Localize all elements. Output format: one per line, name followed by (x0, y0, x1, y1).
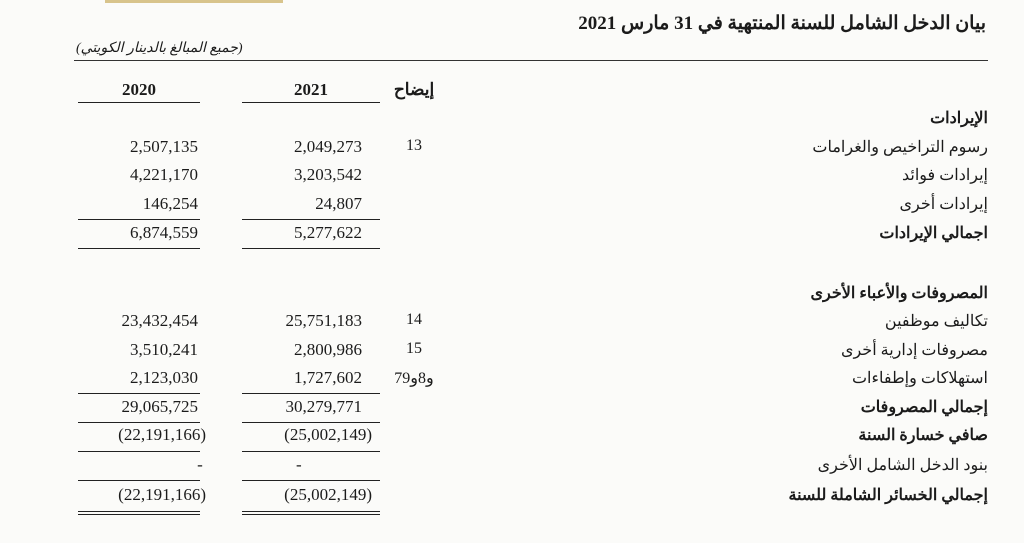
value-2021: 24,807 (315, 194, 362, 213)
row-note: 15 (406, 340, 422, 357)
currency-note: (جميع المبالغ بالدينار الكويتي) (76, 41, 243, 56)
subtotal-rule (242, 393, 380, 394)
value-2021: (25,002,149) (284, 425, 372, 444)
table-row (0, 340, 1024, 366)
value-2020: (22,191,166) (118, 425, 206, 444)
value-2020: - (197, 455, 203, 474)
double-rule-top (242, 511, 380, 512)
row-label: صافي خسارة السنة (858, 427, 988, 444)
value-2021: 2,800,986 (294, 340, 362, 359)
row-label: بنود الدخل الشامل الأخرى (817, 457, 988, 474)
statement-title: بيان الدخل الشامل للسنة المنتهية في 31 مارس 2021 (578, 13, 986, 34)
value-2021: (25,002,149) (284, 485, 372, 504)
value-2021: 5,277,622 (294, 223, 362, 242)
subtotal-rule (242, 451, 380, 452)
row-label: إجمالي المصروفات (860, 399, 988, 416)
table-row (0, 137, 1024, 163)
row-note: 14 (406, 311, 422, 328)
section-label: المصروفات والأعباء الأخرى (810, 285, 988, 302)
value-2021: 2,049,273 (294, 137, 362, 156)
value-2020: (22,191,166) (118, 485, 206, 504)
value-2020: 2,123,030 (130, 368, 198, 387)
subtotal-rule (78, 393, 200, 394)
subtotal-rule (242, 219, 380, 220)
value-2021: 3,203,542 (294, 165, 362, 184)
table-row (0, 368, 1024, 394)
total-rule (78, 248, 200, 249)
section-label: الإيرادات (930, 110, 988, 127)
row-label: إيرادات أخرى (899, 196, 988, 213)
column-header-note: إيضاح (393, 80, 435, 99)
double-rule-bottom (78, 514, 200, 515)
table-row (0, 165, 1024, 191)
table-row-grand-total (0, 485, 1024, 511)
section-expenses (0, 283, 1024, 309)
total-rule (78, 422, 200, 423)
total-rule (242, 248, 380, 249)
value-2020: 2,507,135 (130, 137, 198, 156)
table-row-net-loss (0, 425, 1024, 451)
header-rule (74, 60, 988, 61)
table-row (0, 455, 1024, 481)
value-2020: 146,254 (142, 194, 198, 213)
total-rule (242, 422, 380, 423)
subtotal-rule (242, 480, 380, 481)
value-2020: 23,432,454 (121, 311, 198, 330)
row-label: تكاليف موظفين (884, 313, 988, 330)
row-label: رسوم التراخيص والغرامات (812, 139, 988, 156)
double-rule-bottom (242, 514, 380, 515)
row-note: 7و8و9 (394, 370, 434, 387)
table-row-total (0, 397, 1024, 423)
row-label: إجمالي الخسائر الشاملة للسنة (788, 487, 988, 504)
header-decoration-bar (105, 0, 283, 3)
row-note: 13 (406, 137, 422, 154)
value-2020: 6,874,559 (130, 223, 198, 242)
row-label: اجمالي الإيرادات (879, 225, 988, 242)
value-2020: 29,065,725 (121, 397, 198, 416)
value-2021: - (296, 455, 302, 474)
column-header-2020: 2020 (78, 80, 200, 103)
subtotal-rule (78, 451, 200, 452)
row-label: مصروفات إدارية أخرى (840, 342, 988, 359)
double-rule-top (78, 511, 200, 512)
table-row (0, 194, 1024, 220)
value-2021: 30,279,771 (285, 397, 362, 416)
subtotal-rule (78, 480, 200, 481)
value-2020: 3,510,241 (130, 340, 198, 359)
table-row-total (0, 223, 1024, 249)
value-2021: 1,727,602 (294, 368, 362, 387)
column-header-2021: 2021 (242, 80, 380, 103)
row-label: استهلاكات وإطفاءات (851, 370, 988, 387)
value-2021: 25,751,183 (285, 311, 362, 330)
section-revenues (0, 108, 1024, 134)
subtotal-rule (78, 219, 200, 220)
row-label: إيرادات فوائد (901, 167, 988, 184)
table-row (0, 311, 1024, 337)
value-2020: 4,221,170 (130, 165, 198, 184)
